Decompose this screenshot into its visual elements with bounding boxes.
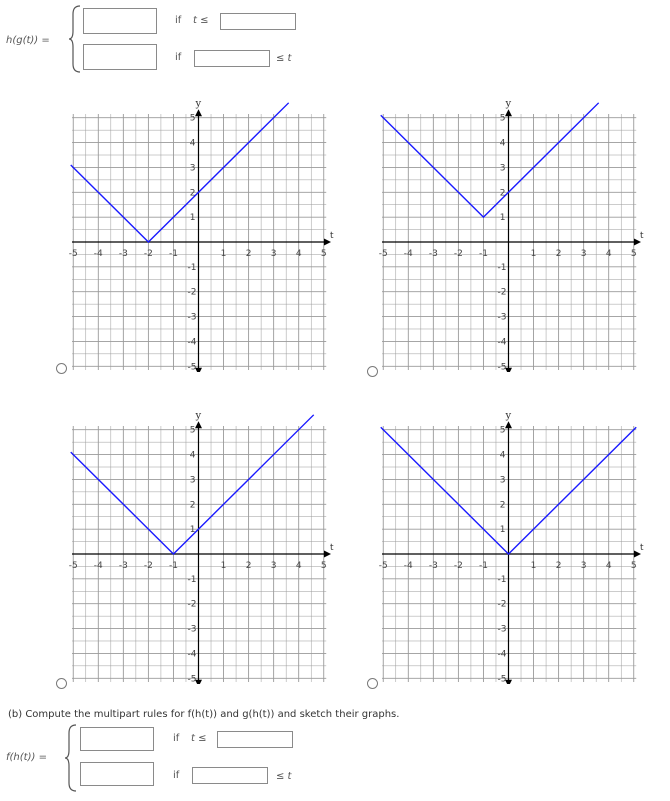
b-row1-condition-label: t ≤ bbox=[191, 733, 207, 744]
x-tick-label: -5 bbox=[378, 249, 388, 259]
x-tick-label: -3 bbox=[428, 249, 438, 259]
graph-b-svg bbox=[376, 100, 651, 372]
y-tick-label: 3 bbox=[189, 475, 196, 486]
row2-condition-label: ≤ t bbox=[276, 53, 292, 64]
x-tick-label: -1 bbox=[478, 249, 488, 259]
row2-bound-input[interactable] bbox=[194, 50, 270, 67]
function-curve bbox=[381, 103, 599, 217]
y-tick-label: -2 bbox=[187, 287, 197, 298]
graph-d-svg bbox=[376, 412, 651, 684]
y-tick-label: -1 bbox=[497, 574, 507, 585]
graph-option-b bbox=[376, 100, 651, 372]
x-tick-label: 4 bbox=[605, 249, 612, 259]
y-axis-arrow-up bbox=[505, 109, 512, 116]
y-tick-label: -3 bbox=[497, 312, 507, 323]
graph-option-d bbox=[376, 412, 651, 684]
y-tick-label: -3 bbox=[187, 624, 197, 635]
x-tick-label: 1 bbox=[530, 561, 537, 571]
y-axis-arrow-up bbox=[195, 109, 202, 116]
x-tick-label: -4 bbox=[403, 561, 413, 571]
y-tick-label: 5 bbox=[499, 113, 506, 124]
x-tick-label: -1 bbox=[478, 561, 488, 571]
x-tick-label: 4 bbox=[295, 249, 302, 259]
y-tick-label: 4 bbox=[189, 450, 196, 461]
y-tick-label: -4 bbox=[497, 337, 507, 348]
piece2-expression-input[interactable] bbox=[83, 44, 157, 70]
x-tick-label: 1 bbox=[530, 249, 537, 259]
x-tick-label: -3 bbox=[118, 249, 128, 259]
x-tick-label: 2 bbox=[245, 249, 252, 259]
x-axis-label: t bbox=[330, 543, 334, 553]
b-piece2-expression-input[interactable] bbox=[80, 762, 154, 786]
x-tick-label: 1 bbox=[220, 249, 227, 259]
x-tick-label: -4 bbox=[93, 249, 103, 259]
y-tick-label: -5 bbox=[497, 674, 507, 684]
x-tick-label: -5 bbox=[68, 561, 78, 571]
x-tick-label: -2 bbox=[453, 249, 463, 259]
y-tick-label: 1 bbox=[189, 525, 196, 536]
graph-option-c bbox=[66, 412, 341, 684]
f-h-t-label: f(h(t)) = bbox=[6, 752, 47, 763]
b-row1-bound-input[interactable] bbox=[217, 731, 293, 748]
y-tick-label: 5 bbox=[189, 113, 196, 124]
x-tick-label: -2 bbox=[143, 561, 153, 571]
left-brace bbox=[68, 4, 82, 74]
y-tick-label: 4 bbox=[499, 450, 506, 461]
b-row2-bound-input[interactable] bbox=[192, 767, 268, 784]
x-tick-label: 2 bbox=[555, 561, 562, 571]
y-axis-arrow-up bbox=[505, 421, 512, 428]
y-tick-label: -2 bbox=[497, 599, 507, 610]
x-tick-label: -5 bbox=[68, 249, 78, 259]
y-axis-label: y bbox=[195, 412, 202, 422]
x-tick-label: 3 bbox=[270, 561, 277, 571]
y-tick-label: -3 bbox=[497, 624, 507, 635]
x-tick-label: -5 bbox=[378, 561, 388, 571]
row2-if-label: if bbox=[175, 52, 182, 63]
y-tick-label: -1 bbox=[497, 262, 507, 273]
x-tick-label: 4 bbox=[295, 561, 302, 571]
radio-option-b[interactable] bbox=[367, 366, 378, 377]
x-tick-label: 5 bbox=[320, 561, 327, 571]
y-tick-label: 5 bbox=[499, 425, 506, 436]
x-tick-label: -4 bbox=[403, 249, 413, 259]
b-piece1-expression-input[interactable] bbox=[80, 727, 154, 751]
y-axis-label: y bbox=[505, 412, 512, 422]
y-tick-label: -4 bbox=[497, 649, 507, 660]
x-tick-label: -1 bbox=[168, 249, 178, 259]
y-tick-label: -5 bbox=[187, 362, 197, 372]
y-tick-label: 2 bbox=[189, 188, 196, 199]
x-axis-label: t bbox=[640, 543, 644, 553]
x-tick-label: -1 bbox=[168, 561, 178, 571]
y-axis-label: y bbox=[505, 100, 512, 110]
b-row2-condition-label: ≤ t bbox=[276, 771, 292, 782]
x-tick-label: 2 bbox=[555, 249, 562, 259]
y-tick-label: 2 bbox=[499, 188, 506, 199]
x-axis-label: t bbox=[330, 231, 334, 241]
y-tick-label: -2 bbox=[497, 287, 507, 298]
radio-option-a[interactable] bbox=[56, 363, 67, 374]
piece1-expression-input[interactable] bbox=[83, 8, 157, 34]
x-tick-label: -3 bbox=[118, 561, 128, 571]
y-tick-label: -2 bbox=[187, 599, 197, 610]
y-tick-label: 3 bbox=[499, 163, 506, 174]
h-g-t-label: h(g(t)) = bbox=[6, 35, 50, 46]
x-tick-label: -2 bbox=[143, 249, 153, 259]
y-tick-label: -1 bbox=[187, 262, 197, 273]
y-tick-label: -1 bbox=[187, 574, 197, 585]
y-tick-label: 3 bbox=[189, 163, 196, 174]
x-tick-label: 2 bbox=[245, 561, 252, 571]
x-tick-label: -4 bbox=[93, 561, 103, 571]
x-tick-label: 5 bbox=[320, 249, 327, 259]
x-tick-label: 5 bbox=[630, 249, 637, 259]
y-axis-label: y bbox=[195, 100, 202, 110]
function-curve bbox=[71, 103, 289, 242]
y-tick-label: 5 bbox=[189, 425, 196, 436]
y-tick-label: -5 bbox=[497, 362, 507, 372]
x-tick-label: 1 bbox=[220, 561, 227, 571]
b-row2-if-label: if bbox=[173, 770, 180, 781]
radio-option-c[interactable] bbox=[56, 678, 67, 689]
row1-condition-label: t ≤ bbox=[193, 15, 209, 26]
y-tick-label: 1 bbox=[499, 525, 506, 536]
left-brace-b bbox=[64, 723, 78, 793]
graph-a-svg bbox=[66, 100, 341, 372]
y-tick-label: -5 bbox=[187, 674, 197, 684]
x-axis-label: t bbox=[640, 231, 644, 241]
x-tick-label: 3 bbox=[270, 249, 277, 259]
y-axis-arrow-up bbox=[195, 421, 202, 428]
x-tick-label: 3 bbox=[580, 249, 587, 259]
y-tick-label: 2 bbox=[499, 500, 506, 511]
y-tick-label: 4 bbox=[499, 138, 506, 149]
x-tick-label: 4 bbox=[605, 561, 612, 571]
row1-bound-input[interactable] bbox=[220, 13, 296, 30]
y-tick-label: 4 bbox=[189, 138, 196, 149]
x-tick-label: 5 bbox=[630, 561, 637, 571]
y-tick-label: -4 bbox=[187, 337, 197, 348]
b-row1-if-label: if bbox=[173, 733, 180, 744]
graph-option-a bbox=[66, 100, 341, 372]
y-tick-label: 1 bbox=[499, 213, 506, 224]
radio-option-d[interactable] bbox=[367, 678, 378, 689]
part-b-instruction: (b) Compute the multipart rules for f(h(t)) and g(h(t)) and sketch their graphs. bbox=[8, 709, 400, 720]
y-tick-label: -3 bbox=[187, 312, 197, 323]
y-tick-label: 3 bbox=[499, 475, 506, 486]
graph-c-svg bbox=[66, 412, 341, 684]
x-tick-label: 3 bbox=[580, 561, 587, 571]
row1-if-label: if bbox=[175, 15, 182, 26]
y-tick-label: -4 bbox=[187, 649, 197, 660]
y-tick-label: 2 bbox=[189, 500, 196, 511]
x-tick-label: -2 bbox=[453, 561, 463, 571]
x-tick-label: -3 bbox=[428, 561, 438, 571]
y-tick-label: 1 bbox=[189, 213, 196, 224]
